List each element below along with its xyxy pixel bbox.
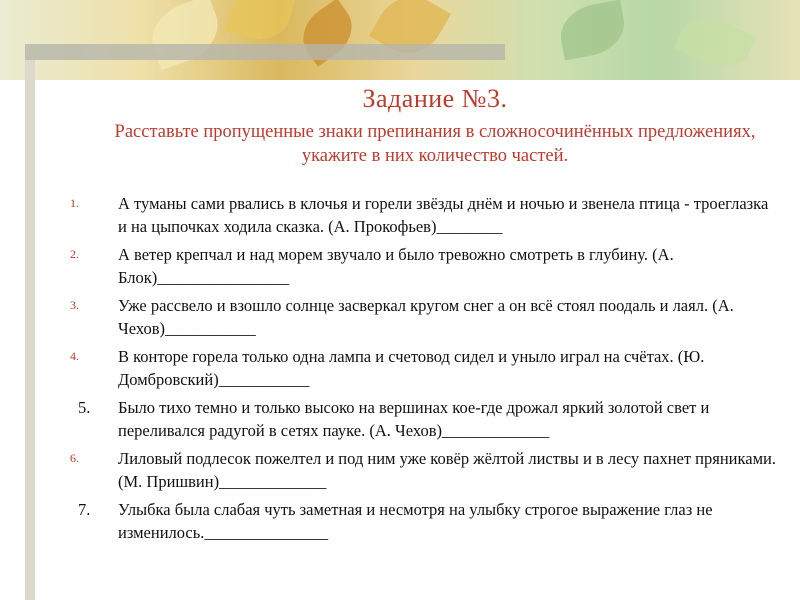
- item-number: 4.: [70, 349, 79, 363]
- list-item: [70, 447, 780, 493]
- leaf-decoration: [674, 7, 756, 77]
- list-item: [70, 498, 780, 544]
- item-number: 7.: [78, 500, 91, 519]
- item-text: А ветер крепчал и над морем звучало и было тревожно смотреть в глубину. (А. Блок)________________: [118, 245, 674, 287]
- page-title: Задание №3.: [362, 84, 508, 113]
- item-text: Было тихо темно и только высоко на вершинах кое-где дрожал яркий золотой свет и переливался радугой в сетях пауке. (А. Чехов)_____________: [118, 398, 710, 440]
- item-number: 5.: [78, 398, 91, 417]
- item-number: 2.: [70, 247, 79, 261]
- item-number: 3.: [70, 298, 79, 312]
- item-text: Улыбка была слабая чуть заметная и несмотря на улыбку строгое выражение глаз не изменилось._______________: [118, 500, 713, 542]
- item-number: 6.: [70, 451, 79, 465]
- item-number: 1.: [70, 196, 79, 210]
- task-instructions: Расставьте пропущенные знаки препинания в сложносочинённых предложениях, укажите в них количество частей.: [114, 122, 756, 166]
- left-border: [25, 60, 35, 600]
- item-text: Уже рассвело и взошло солнце засверкал кругом снег а он всё стоял поодаль и лаял. (А. Чехов)___________: [118, 296, 734, 338]
- list-item: [70, 243, 780, 289]
- leaf-decoration: [225, 0, 296, 47]
- item-text: В конторе горела только одна лампа и счетовод сидел и уныло играл на счётах. (Ю. Домбровский)___________: [118, 347, 705, 389]
- item-text: А туманы сами рвались в клочья и горели звёзды днём и ночью и звенела птица - троеглазка и на цыпочках ходила сказка. (А. Прокофьев)________: [118, 194, 769, 236]
- list-item: [70, 192, 780, 238]
- list-item: [70, 396, 780, 442]
- list-item: [70, 345, 780, 391]
- item-text: Лиловый подлесок пожелтел и под ним уже ковёр жёлтой листвы и в лесу пахнет пряниками. (М. Пришвин)_____________: [118, 449, 776, 491]
- decorative-banner: [0, 0, 800, 80]
- list-item: [70, 294, 780, 340]
- header-divider: [25, 44, 505, 60]
- sentence-list: [70, 192, 780, 549]
- leaf-decoration: [556, 0, 629, 60]
